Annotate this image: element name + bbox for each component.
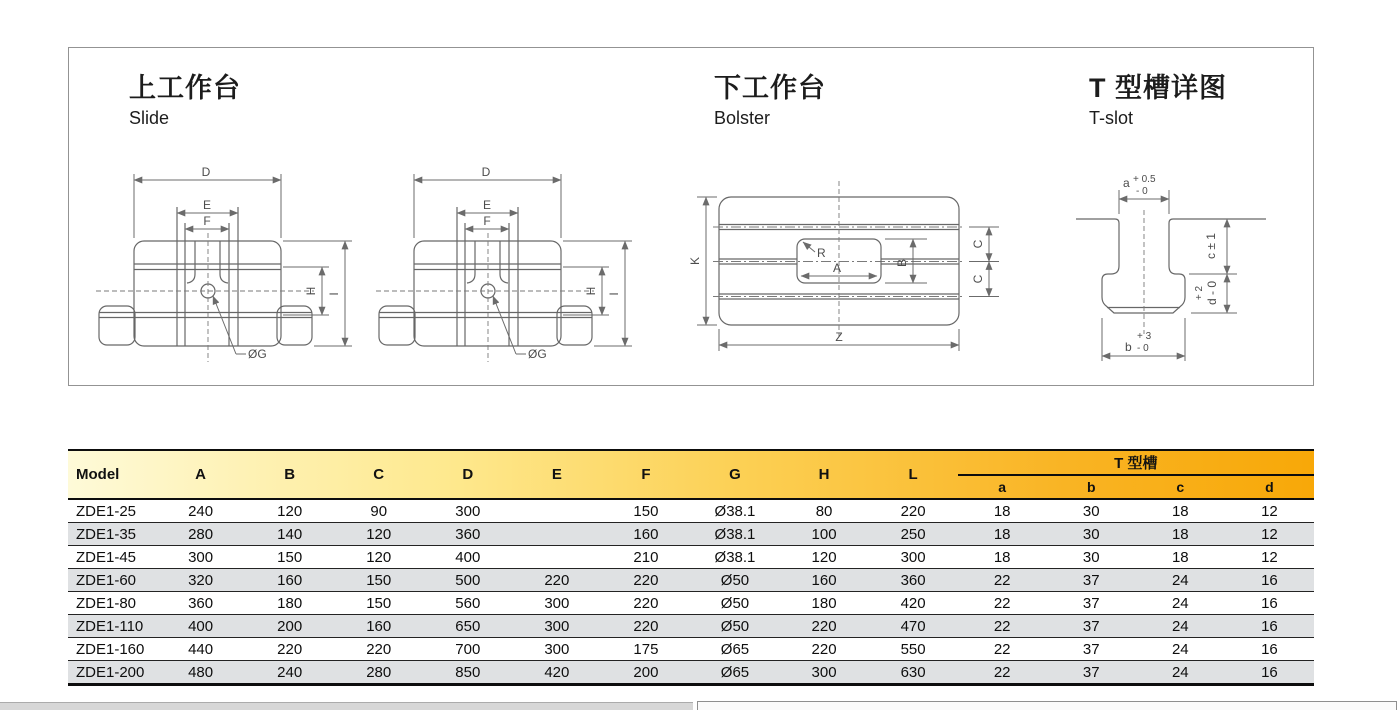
cell: 200: [601, 661, 690, 685]
cell: 12: [1225, 523, 1314, 546]
cell: 300: [512, 615, 601, 638]
cell: 220: [601, 569, 690, 592]
cell: 220: [869, 499, 958, 523]
cell: 280: [156, 523, 245, 546]
cell: 220: [245, 638, 334, 661]
dim-label-H: H: [584, 286, 598, 296]
cell: 37: [1047, 592, 1136, 615]
cell: 220: [780, 638, 869, 661]
cell: 80: [780, 499, 869, 523]
table-row: [68, 615, 1314, 638]
cell: 16: [1225, 661, 1314, 685]
tslot-title-zh: T 型槽详图: [1089, 73, 1227, 103]
col-header-D: D: [462, 466, 474, 483]
cell: Ø50: [690, 615, 779, 638]
section-title-tslot: [1089, 72, 1227, 129]
cell: 500: [423, 569, 512, 592]
cell-model: ZDE1-45: [68, 546, 156, 569]
dim-label-d: d - 0: [1205, 280, 1219, 306]
table-row: [68, 661, 1314, 685]
cell: Ø38.1: [690, 546, 779, 569]
cell: 37: [1047, 569, 1136, 592]
cell-model: ZDE1-35: [68, 523, 156, 546]
col-header-A: A: [195, 466, 207, 483]
cell: Ø65: [690, 661, 779, 685]
spec-table: [68, 449, 1314, 686]
bottom-window-edge-right: [697, 701, 1397, 710]
cell: 300: [869, 546, 958, 569]
cell: 200: [245, 615, 334, 638]
cell: 400: [423, 546, 512, 569]
dim-label-A: A: [832, 261, 842, 275]
sub-header-a: a: [998, 479, 1007, 495]
cell: 37: [1047, 661, 1136, 685]
dim-label-G: ØG: [528, 347, 547, 361]
cell: 16: [1225, 638, 1314, 661]
cell: 250: [869, 523, 958, 546]
table-row: [68, 499, 1314, 523]
cell: Ø50: [690, 569, 779, 592]
cell: 22: [958, 615, 1047, 638]
cell: 240: [245, 661, 334, 685]
section-title-bolster: [714, 72, 826, 129]
cell: 420: [512, 661, 601, 685]
cell: 90: [334, 499, 423, 523]
cell-model: ZDE1-160: [68, 638, 156, 661]
cell: 16: [1225, 592, 1314, 615]
dim-label-G: ØG: [248, 347, 267, 361]
cell: 300: [156, 546, 245, 569]
col-header-B: B: [284, 466, 296, 483]
dim-label-C2: C: [971, 274, 985, 284]
dim-label-Z: Z: [835, 330, 843, 344]
cell: 150: [334, 592, 423, 615]
table-row: [68, 569, 1314, 592]
cell: 280: [334, 661, 423, 685]
table-body: [68, 499, 1314, 685]
cell: 22: [958, 638, 1047, 661]
header-row-main: [68, 450, 1314, 475]
cell: 160: [780, 569, 869, 592]
cell: 220: [512, 569, 601, 592]
dim-label-b-plus: + 3: [1137, 331, 1152, 342]
slide-title-en: Slide: [129, 107, 170, 128]
cell: 360: [423, 523, 512, 546]
cell: 120: [780, 546, 869, 569]
cell: 24: [1136, 592, 1225, 615]
table-row: [68, 592, 1314, 615]
cell: 24: [1136, 661, 1225, 685]
table-row: [68, 523, 1314, 546]
cell: 180: [245, 592, 334, 615]
cell: 150: [601, 499, 690, 523]
cell: 16: [1225, 569, 1314, 592]
cell: 300: [512, 592, 601, 615]
col-header-H: H: [818, 466, 830, 483]
cell: 220: [601, 592, 690, 615]
dim-label-E: E: [202, 198, 212, 212]
cell: Ø38.1: [690, 499, 779, 523]
cell: 220: [780, 615, 869, 638]
section-title-slide: [129, 72, 241, 129]
cell: 160: [601, 523, 690, 546]
bolster-title-en: Bolster: [714, 107, 771, 128]
cell: 480: [156, 661, 245, 685]
cell: 150: [245, 546, 334, 569]
cell: 630: [869, 661, 958, 685]
col-header-L: L: [908, 466, 918, 483]
col-header-E: E: [551, 466, 562, 483]
dim-label-I: I: [327, 292, 341, 296]
cell: 180: [780, 592, 869, 615]
drawing-frame: [68, 47, 1314, 386]
cell: 440: [156, 638, 245, 661]
cell: 22: [958, 661, 1047, 685]
bolster-drawing: [681, 163, 1011, 373]
cell: 18: [958, 546, 1047, 569]
dim-label-H: H: [304, 286, 318, 296]
cell: 220: [334, 638, 423, 661]
cell: 12: [1225, 499, 1314, 523]
dim-label-b-minus: - 0: [1137, 343, 1149, 354]
cell: 30: [1047, 499, 1136, 523]
cell: 360: [156, 592, 245, 615]
cell: 470: [869, 615, 958, 638]
cell: 22: [958, 592, 1047, 615]
cell: 100: [780, 523, 869, 546]
cell: 550: [869, 638, 958, 661]
cell: [512, 499, 601, 523]
col-header-G: G: [729, 466, 741, 483]
slide-drawing-2: [376, 166, 666, 371]
dim-label-B: B: [895, 258, 909, 268]
dim-label-d-plus: + 2: [1194, 285, 1205, 301]
cell: 300: [512, 638, 601, 661]
cell: 120: [334, 546, 423, 569]
cell: 210: [601, 546, 690, 569]
sub-header-c: c: [1176, 479, 1185, 495]
cell: 320: [156, 569, 245, 592]
cell: 160: [334, 615, 423, 638]
sub-header-b: b: [1086, 479, 1096, 495]
dim-label-b: b: [1125, 340, 1132, 354]
cell: 22: [958, 569, 1047, 592]
cell: 18: [1136, 523, 1225, 546]
sub-header-d: d: [1265, 479, 1274, 495]
cell: 420: [869, 592, 958, 615]
cell-model: ZDE1-25: [68, 499, 156, 523]
cell: 220: [601, 615, 690, 638]
bolster-title-zh: 下工作台: [714, 73, 826, 103]
cell: 18: [958, 523, 1047, 546]
cell: Ø65: [690, 638, 779, 661]
cell-model: ZDE1-200: [68, 661, 156, 685]
dim-label-a: a: [1123, 176, 1130, 190]
cell: [512, 546, 601, 569]
dim-label-F: F: [203, 214, 211, 228]
table-row: [68, 638, 1314, 661]
cell: 120: [334, 523, 423, 546]
cell: 160: [245, 569, 334, 592]
cell: 37: [1047, 638, 1136, 661]
cell: 700: [423, 638, 512, 661]
cell: 37: [1047, 615, 1136, 638]
cell: 30: [1047, 546, 1136, 569]
dim-label-D: D: [481, 166, 491, 179]
cell: 360: [869, 569, 958, 592]
cell: 400: [156, 615, 245, 638]
dim-label-I: I: [607, 292, 621, 296]
cell: 175: [601, 638, 690, 661]
col-header-F: F: [641, 466, 651, 483]
cell: 240: [156, 499, 245, 523]
cell: 30: [1047, 523, 1136, 546]
col-header-model: Model: [76, 466, 120, 483]
cell: Ø50: [690, 592, 779, 615]
dim-label-a-minus: - 0: [1136, 186, 1148, 197]
cell: 24: [1136, 638, 1225, 661]
dim-label-C1: C: [971, 239, 985, 249]
cell-model: ZDE1-110: [68, 615, 156, 638]
cell-model: ZDE1-60: [68, 569, 156, 592]
dim-label-R: R: [817, 246, 826, 260]
slide-title-zh: 上工作台: [129, 73, 241, 103]
cell: 140: [245, 523, 334, 546]
cell: 16: [1225, 615, 1314, 638]
cell: 560: [423, 592, 512, 615]
cell: 12: [1225, 546, 1314, 569]
cell: [512, 523, 601, 546]
cell: Ø38.1: [690, 523, 779, 546]
table-header: [68, 450, 1314, 499]
cell: 850: [423, 661, 512, 685]
cell: 18: [1136, 499, 1225, 523]
dim-label-E: E: [482, 198, 492, 212]
cell: 120: [245, 499, 334, 523]
cell: 24: [1136, 569, 1225, 592]
cell: 18: [1136, 546, 1225, 569]
tslot-title-en: T-slot: [1089, 107, 1134, 128]
dim-label-K: K: [688, 256, 702, 266]
bottom-window-edge-left: [0, 702, 693, 710]
dim-label-D: D: [201, 166, 211, 179]
cell-model: ZDE1-80: [68, 592, 156, 615]
cell: 650: [423, 615, 512, 638]
cell: 18: [958, 499, 1047, 523]
table-row: [68, 546, 1314, 569]
tslot-drawing: [1041, 156, 1301, 381]
slide-drawing-1: [96, 166, 386, 371]
col-header-C: C: [373, 466, 385, 483]
cell: 300: [423, 499, 512, 523]
col-group-tslot: T 型槽: [958, 450, 1314, 475]
dim-label-a-plus: + 0.5: [1133, 174, 1156, 185]
cell: 24: [1136, 615, 1225, 638]
cell: 150: [334, 569, 423, 592]
cell: 300: [780, 661, 869, 685]
dim-label-F: F: [483, 214, 491, 228]
dim-label-c: c ± 1: [1204, 233, 1218, 259]
